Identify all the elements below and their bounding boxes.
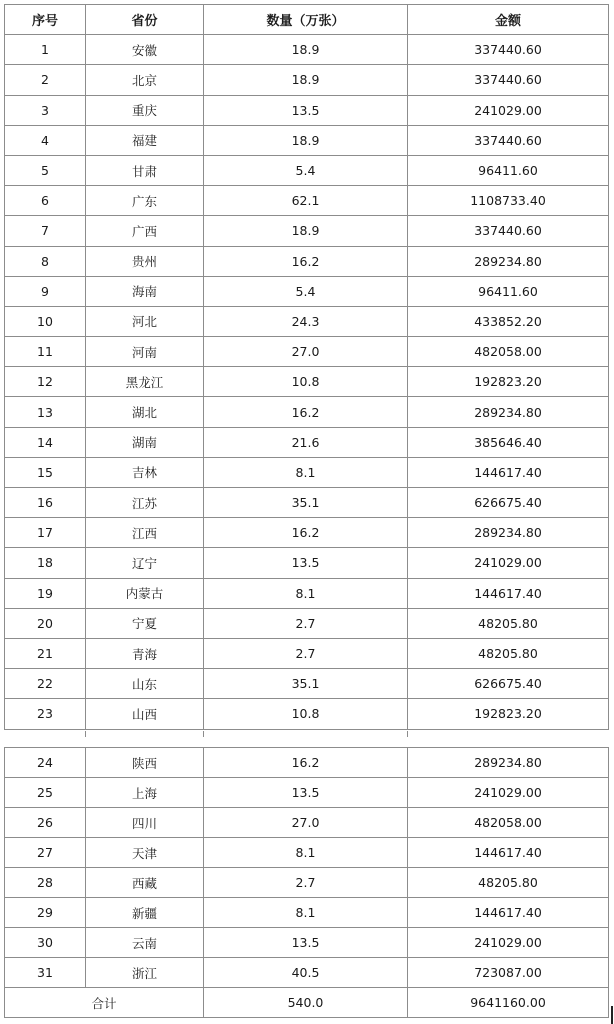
- table-row: [5, 608, 609, 638]
- cell-amount: 241029.00: [408, 95, 609, 125]
- cell-index: 30: [5, 928, 86, 958]
- cell-amount: 48205.80: [408, 638, 609, 668]
- cell-amount: 337440.60: [408, 65, 609, 95]
- cell-quantity: 24.3: [204, 306, 408, 336]
- cell-province: 青海: [86, 638, 204, 668]
- cell-amount: 626675.40: [408, 669, 609, 699]
- cell-index: 10: [5, 306, 86, 336]
- cell-amount: 337440.60: [408, 35, 609, 65]
- cell-province: 浙江: [86, 958, 204, 988]
- cell-quantity: 27.0: [204, 808, 408, 838]
- cell-index: 31: [5, 958, 86, 988]
- cell-amount: 48205.80: [408, 868, 609, 898]
- cell-index: 12: [5, 367, 86, 397]
- cell-amount: 241029.00: [408, 778, 609, 808]
- cell-index: 26: [5, 808, 86, 838]
- cell-quantity: 2.7: [204, 608, 408, 638]
- cell-index: 14: [5, 427, 86, 457]
- cell-province: 辽宁: [86, 548, 204, 578]
- cell-quantity: 18.9: [204, 65, 408, 95]
- cell-index: 27: [5, 838, 86, 868]
- cell-province: 上海: [86, 778, 204, 808]
- table-row: [5, 518, 609, 548]
- cell-province: 江西: [86, 518, 204, 548]
- cell-amount: 144617.40: [408, 457, 609, 487]
- cell-amount: 48205.80: [408, 608, 609, 638]
- cell-amount: 144617.40: [408, 578, 609, 608]
- cell-quantity: 10.8: [204, 699, 408, 729]
- cell-quantity: 16.2: [204, 518, 408, 548]
- cell-index: 4: [5, 125, 86, 155]
- cell-index: 9: [5, 276, 86, 306]
- table-body-page-2: [5, 748, 609, 988]
- cell-amount: 482058.00: [408, 337, 609, 367]
- cell-index: 25: [5, 778, 86, 808]
- cell-index: 21: [5, 638, 86, 668]
- table-row: [5, 748, 609, 778]
- cell-quantity: 21.6: [204, 427, 408, 457]
- cell-amount: 337440.60: [408, 216, 609, 246]
- cell-quantity: 62.1: [204, 186, 408, 216]
- cell-index: 28: [5, 868, 86, 898]
- cell-amount: 144617.40: [408, 838, 609, 868]
- total-quantity: 540.0: [204, 988, 408, 1018]
- table-body-page-1: [5, 35, 609, 729]
- cell-amount: 433852.20: [408, 306, 609, 336]
- cell-province: 陕西: [86, 748, 204, 778]
- cell-quantity: 13.5: [204, 95, 408, 125]
- cell-quantity: 40.5: [204, 958, 408, 988]
- cell-quantity: 16.2: [204, 246, 408, 276]
- table-row: [5, 838, 609, 868]
- cell-index: 11: [5, 337, 86, 367]
- cell-amount: 482058.00: [408, 808, 609, 838]
- table-row: [5, 638, 609, 668]
- cell-province: 海南: [86, 276, 204, 306]
- cell-quantity: 13.5: [204, 548, 408, 578]
- cell-province: 湖北: [86, 397, 204, 427]
- cell-province: 福建: [86, 125, 204, 155]
- cell-province: 北京: [86, 65, 204, 95]
- table-row: [5, 868, 609, 898]
- cell-amount: 385646.40: [408, 427, 609, 457]
- cell-quantity: 2.7: [204, 868, 408, 898]
- table-row: [5, 125, 609, 155]
- table-row: [5, 337, 609, 367]
- cell-quantity: 13.5: [204, 928, 408, 958]
- cell-amount: 241029.00: [408, 548, 609, 578]
- cell-province: 宁夏: [86, 608, 204, 638]
- page-break: [4, 731, 608, 745]
- header-amount: 金额: [408, 5, 609, 35]
- cell-amount: 289234.80: [408, 518, 609, 548]
- cell-index: 3: [5, 95, 86, 125]
- table-row: [5, 808, 609, 838]
- header-province: 省份: [86, 5, 204, 35]
- cell-province: 内蒙古: [86, 578, 204, 608]
- province-table-page-1: [4, 4, 609, 730]
- cell-index: 2: [5, 65, 86, 95]
- table-row: [5, 457, 609, 487]
- cell-amount: 626675.40: [408, 488, 609, 518]
- cell-index: 15: [5, 457, 86, 487]
- cell-quantity: 13.5: [204, 778, 408, 808]
- table-row: [5, 246, 609, 276]
- province-table-page-2: [4, 747, 609, 1018]
- cell-province: 河南: [86, 337, 204, 367]
- cell-quantity: 27.0: [204, 337, 408, 367]
- table-row: [5, 276, 609, 306]
- cell-amount: 96411.60: [408, 276, 609, 306]
- table-row: [5, 95, 609, 125]
- cell-index: 17: [5, 518, 86, 548]
- cell-quantity: 18.9: [204, 125, 408, 155]
- table-row: [5, 958, 609, 988]
- cell-province: 新疆: [86, 898, 204, 928]
- cell-quantity: 35.1: [204, 669, 408, 699]
- cell-index: 23: [5, 699, 86, 729]
- table-row: [5, 928, 609, 958]
- cell-quantity: 8.1: [204, 578, 408, 608]
- cell-province: 安徽: [86, 35, 204, 65]
- cell-quantity: 18.9: [204, 216, 408, 246]
- cell-province: 四川: [86, 808, 204, 838]
- header-index: 序号: [5, 5, 86, 35]
- cell-amount: 289234.80: [408, 246, 609, 276]
- cell-province: 黑龙江: [86, 367, 204, 397]
- cell-province: 河北: [86, 306, 204, 336]
- cell-amount: 192823.20: [408, 699, 609, 729]
- cell-quantity: 35.1: [204, 488, 408, 518]
- table-row: [5, 898, 609, 928]
- table-row: [5, 155, 609, 185]
- total-label: 合计: [5, 988, 204, 1018]
- cell-quantity: 2.7: [204, 638, 408, 668]
- cell-quantity: 8.1: [204, 457, 408, 487]
- cell-province: 山东: [86, 669, 204, 699]
- cell-amount: 289234.80: [408, 748, 609, 778]
- cell-index: 20: [5, 608, 86, 638]
- cell-index: 19: [5, 578, 86, 608]
- table-row: [5, 699, 609, 729]
- table-row: [5, 216, 609, 246]
- cell-quantity: 10.8: [204, 367, 408, 397]
- cell-province: 吉林: [86, 457, 204, 487]
- total-amount: 9641160.00: [408, 988, 609, 1018]
- cell-province: 天津: [86, 838, 204, 868]
- cell-index: 1: [5, 35, 86, 65]
- cell-province: 江苏: [86, 488, 204, 518]
- cell-province: 广东: [86, 186, 204, 216]
- cell-index: 8: [5, 246, 86, 276]
- cell-amount: 289234.80: [408, 397, 609, 427]
- table-row: [5, 65, 609, 95]
- cell-province: 重庆: [86, 95, 204, 125]
- cell-province: 贵州: [86, 246, 204, 276]
- table-row: [5, 669, 609, 699]
- cell-quantity: 5.4: [204, 276, 408, 306]
- cell-amount: 96411.60: [408, 155, 609, 185]
- cell-index: 22: [5, 669, 86, 699]
- page-edge-mark: [611, 1006, 613, 1024]
- table-row: [5, 548, 609, 578]
- table-row: [5, 367, 609, 397]
- cell-quantity: 8.1: [204, 838, 408, 868]
- cell-index: 18: [5, 548, 86, 578]
- table-row: [5, 427, 609, 457]
- cell-index: 5: [5, 155, 86, 185]
- cell-amount: 337440.60: [408, 125, 609, 155]
- cell-quantity: 16.2: [204, 748, 408, 778]
- cell-index: 16: [5, 488, 86, 518]
- cell-quantity: 16.2: [204, 397, 408, 427]
- table-row: [5, 306, 609, 336]
- cell-quantity: 5.4: [204, 155, 408, 185]
- cell-amount: 723087.00: [408, 958, 609, 988]
- cell-province: 云南: [86, 928, 204, 958]
- table-row: [5, 186, 609, 216]
- cell-amount: 192823.20: [408, 367, 609, 397]
- cell-quantity: 18.9: [204, 35, 408, 65]
- cell-index: 6: [5, 186, 86, 216]
- table-row: [5, 488, 609, 518]
- cell-province: 广西: [86, 216, 204, 246]
- cell-province: 湖南: [86, 427, 204, 457]
- cell-amount: 241029.00: [408, 928, 609, 958]
- cell-quantity: 8.1: [204, 898, 408, 928]
- table-row: [5, 578, 609, 608]
- table-row: [5, 778, 609, 808]
- cell-index: 7: [5, 216, 86, 246]
- total-row: [5, 988, 609, 1018]
- cell-province: 西藏: [86, 868, 204, 898]
- table-row: [5, 35, 609, 65]
- table-header-row: [5, 5, 609, 35]
- cell-index: 29: [5, 898, 86, 928]
- header-quantity: 数量（万张）: [204, 5, 408, 35]
- cell-index: 24: [5, 748, 86, 778]
- cell-amount: 144617.40: [408, 898, 609, 928]
- cell-amount: 1108733.40: [408, 186, 609, 216]
- cell-province: 山西: [86, 699, 204, 729]
- cell-province: 甘肃: [86, 155, 204, 185]
- table-row: [5, 397, 609, 427]
- cell-index: 13: [5, 397, 86, 427]
